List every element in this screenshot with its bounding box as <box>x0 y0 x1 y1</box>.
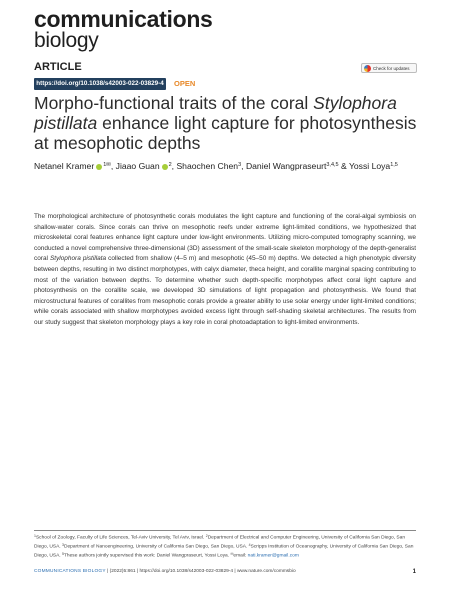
orcid-icon[interactable] <box>96 164 102 170</box>
abstract-species: Stylophora pistillata <box>50 255 107 263</box>
affiliation-1: School of Zoology, Faculty of Life Sciences, Tel-Aviv University, Tel Aviv, Israel. <box>35 535 206 541</box>
title-part-2: enhance light capture for photosynthesis at mesophotic depths <box>34 113 417 153</box>
abstract-text-1: The morphological architecture of photosynthetic corals modulates the light capture and functioning of the coral-algal symbiosis on shallow-water corals. Since corals can thrive on mesophotic reefs under extreme light-limited conditions, we hypothesized that microskeletal coral features enhance light capture under low-light environments. Utilizing micro-computed tomography scanning, we conducted a novel comprehensive three-dimensional (3D) assessment of the small-scale skeleton morphology of the depth-generalist coral <box>34 213 416 263</box>
author-affiliation: 3 <box>238 162 242 168</box>
joint-supervision-note: These authors jointly supervised this work: Daniel Wangpraseurt, Yossi Loya. <box>63 553 231 559</box>
article-title <box>34 93 424 153</box>
email-label: email: <box>233 553 248 559</box>
author-affiliation: 1 <box>103 162 107 168</box>
open-access-badge: OPEN <box>174 79 196 88</box>
journal-name: communications <box>34 6 213 32</box>
affiliation-3: Department of Nanoengineering, University of California San Diego, San Diego, USA. <box>63 544 249 550</box>
affiliation-2: Department of Electrical and Computer Engineering, University of California San Diego, San Diego, USA. <box>34 535 406 550</box>
check-for-updates-label: Check for updates <box>373 65 410 71</box>
page-footer <box>34 568 418 576</box>
crossmark-icon <box>364 65 371 72</box>
abstract <box>34 212 416 329</box>
author-name[interactable]: Yossi Loya <box>348 161 391 171</box>
footnote-divider <box>34 530 416 531</box>
corresponding-mail-icon[interactable]: ✉ <box>106 162 111 168</box>
orcid-icon[interactable] <box>162 164 168 170</box>
article-type-label: ARTICLE <box>34 61 82 73</box>
author-name[interactable]: Daniel Wangpraseurt <box>245 161 327 171</box>
email-link[interactable]: nati.kramer@gmail.com <box>247 553 299 559</box>
journal-subtitle: biology <box>34 29 99 52</box>
author-list: Netanel Kramer $^{1✉}$, Jiaao Guan $^2$, Shaochen Chen$^3$, Daniel Wangpraseurt$^{3,4,5}$ & Yossi Loya$^{1,5}$ <box>34 161 398 171</box>
author-name[interactable]: Netanel Kramer <box>34 161 95 171</box>
affiliation-4: Scripps Institution of Oceanography, University of California San Diego, San Diego, USA. <box>34 544 414 559</box>
footer-citation: | (2022)5:861 | https://doi.org/10.1038/s42003-022-03829-4 | www.nature.com/commsbio <box>105 569 296 574</box>
check-for-updates-button[interactable] <box>361 63 417 73</box>
author-name[interactable]: Shaochen Chen <box>176 161 239 171</box>
author-affiliation: 1,5 <box>390 162 398 168</box>
title-part-1: Morpho-functional traits of the coral <box>34 93 314 113</box>
abstract-text-2: collected from shallow (4–5 m) and mesophotic (45–50 m) depths. We detected a high phenotypic diversity between depths, resulting in two distinct morphotypes, with calyx diameter, theca height, and corallite marginal spacing contributing to most of the variation between depths. To determine whether such depth-specific morphotypes affect coral light capture and photosynthesis on the corallite scale, we developed 3D simulations of light propagation and photosynthesis. We found that microstructural features of corallites from mesophotic corals provide a greater ability to use solar energy under light-limited conditions; while corals associated with shallow morphotypes avoided excess light through self-shading skeletal architectures. The results from our study suggest that skeleton morphology plays a key role in coral photoadaptation to light-limited environments. <box>34 255 416 326</box>
doi-link[interactable]: https://doi.org/10.1038/s42003-022-03829-4 <box>34 78 166 90</box>
title-species: Stylophora pistillata <box>34 93 397 133</box>
author-name[interactable]: Jiaao Guan <box>115 161 160 171</box>
author-affiliation: 2 <box>168 162 172 168</box>
author-affiliation: 3,4,5 <box>326 162 339 168</box>
page-number: 1 <box>412 569 416 575</box>
footer-journal-name: COMMUNICATIONS BIOLOGY <box>34 569 106 574</box>
affiliations-footnote: $^1$School of Zoology, Faculty of Life Sciences, Tel-Aviv University, Tel Aviv, Israel. $^2$Department of Electrical and Computer Engineering, University of California San Diego, San Diego, USA. $^3$Department of Nanoengineering, University of California San Diego, San Diego, USA. $^4$Scripps Institution of Oceanography, University of California San Diego, San Diego, USA. $^5$These authors jointly supervised this work: Daniel Wangpraseurt, Yossi Loya. ✉email: nati.kramer@gmail.com <box>34 534 414 559</box>
